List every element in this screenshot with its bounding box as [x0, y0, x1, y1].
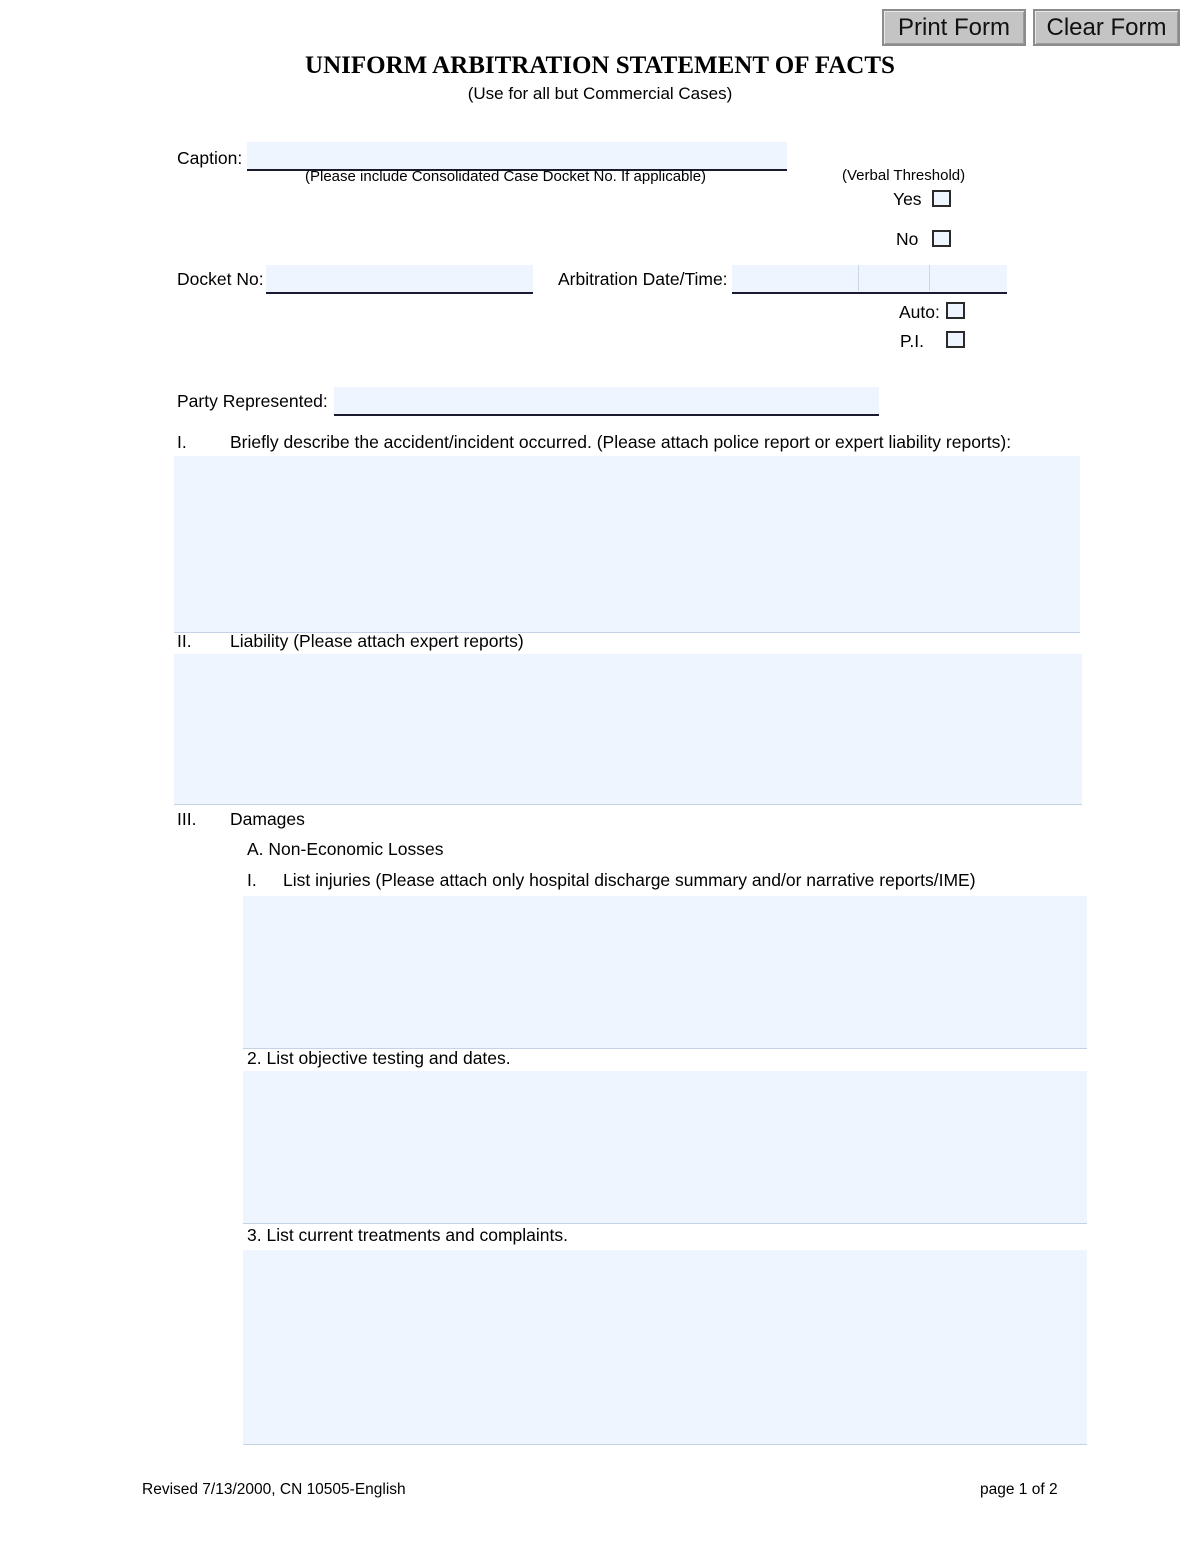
arbitration-date-input[interactable] — [732, 265, 858, 291]
yes-label: Yes — [893, 189, 922, 209]
item-2-heading: 2. List objective testing and dates. — [247, 1048, 511, 1068]
party-represented-field[interactable] — [334, 387, 879, 416]
pi-checkbox[interactable] — [946, 331, 965, 348]
print-form-button[interactable]: Print Form — [882, 9, 1026, 46]
accident-description-textarea[interactable] — [174, 456, 1080, 633]
section-3-number: III. — [177, 809, 197, 829]
section-2-number: II. — [177, 631, 192, 651]
treatments-complaints-textarea[interactable] — [243, 1250, 1087, 1445]
revision-note: Revised 7/13/2000, CN 10505-English — [142, 1481, 406, 1498]
item-3-heading: 3. List current treatments and complaints. — [247, 1225, 568, 1245]
arbitration-date-time-field — [732, 265, 1007, 294]
injuries-textarea[interactable] — [243, 896, 1087, 1049]
section-2-heading: Liability (Please attach expert reports) — [230, 631, 524, 651]
item-1-heading: List injuries (Please attach only hospital discharge summary and/or narrative reports/IME) — [283, 870, 976, 890]
section-1-number: I. — [177, 432, 187, 452]
pi-label: P.I. — [900, 331, 925, 351]
docket-field[interactable] — [266, 265, 533, 294]
party-represented-label: Party Represented: — [177, 391, 328, 411]
arbitration-ampm-input[interactable] — [930, 265, 1007, 291]
docket-label: Docket No: — [177, 269, 264, 289]
liability-textarea[interactable] — [174, 654, 1082, 805]
verbal-threshold-yes-checkbox[interactable] — [932, 190, 951, 207]
section-3-heading: Damages — [230, 809, 305, 829]
caption-label: Caption: — [177, 148, 243, 168]
page-number: page 1 of 2 — [980, 1481, 1058, 1498]
item-1-number: I. — [247, 870, 257, 890]
arbitration-time-input[interactable] — [859, 265, 929, 291]
form-subtitle: (Use for all but Commercial Cases) — [467, 84, 733, 103]
verbal-threshold-no-checkbox[interactable] — [932, 230, 951, 247]
caption-note: (Please include Consolidated Case Docket No. If applicable) — [305, 168, 707, 185]
arbitration-date-time-label: Arbitration Date/Time: — [558, 269, 728, 289]
non-economic-losses-heading: A. Non-Economic Losses — [247, 839, 444, 859]
clear-form-button[interactable]: Clear Form — [1033, 9, 1180, 46]
verbal-threshold-heading: (Verbal Threshold) — [842, 167, 966, 184]
no-label: No — [896, 229, 919, 249]
auto-label: Auto: — [899, 302, 940, 322]
form-title: UNIFORM ARBITRATION STATEMENT OF FACTS — [305, 52, 895, 79]
auto-checkbox[interactable] — [946, 302, 965, 319]
caption-field[interactable] — [247, 142, 787, 171]
objective-testing-textarea[interactable] — [243, 1071, 1087, 1224]
section-1-heading: Briefly describe the accident/incident occurred. (Please attach police report or expert liability reports): — [230, 432, 1012, 452]
